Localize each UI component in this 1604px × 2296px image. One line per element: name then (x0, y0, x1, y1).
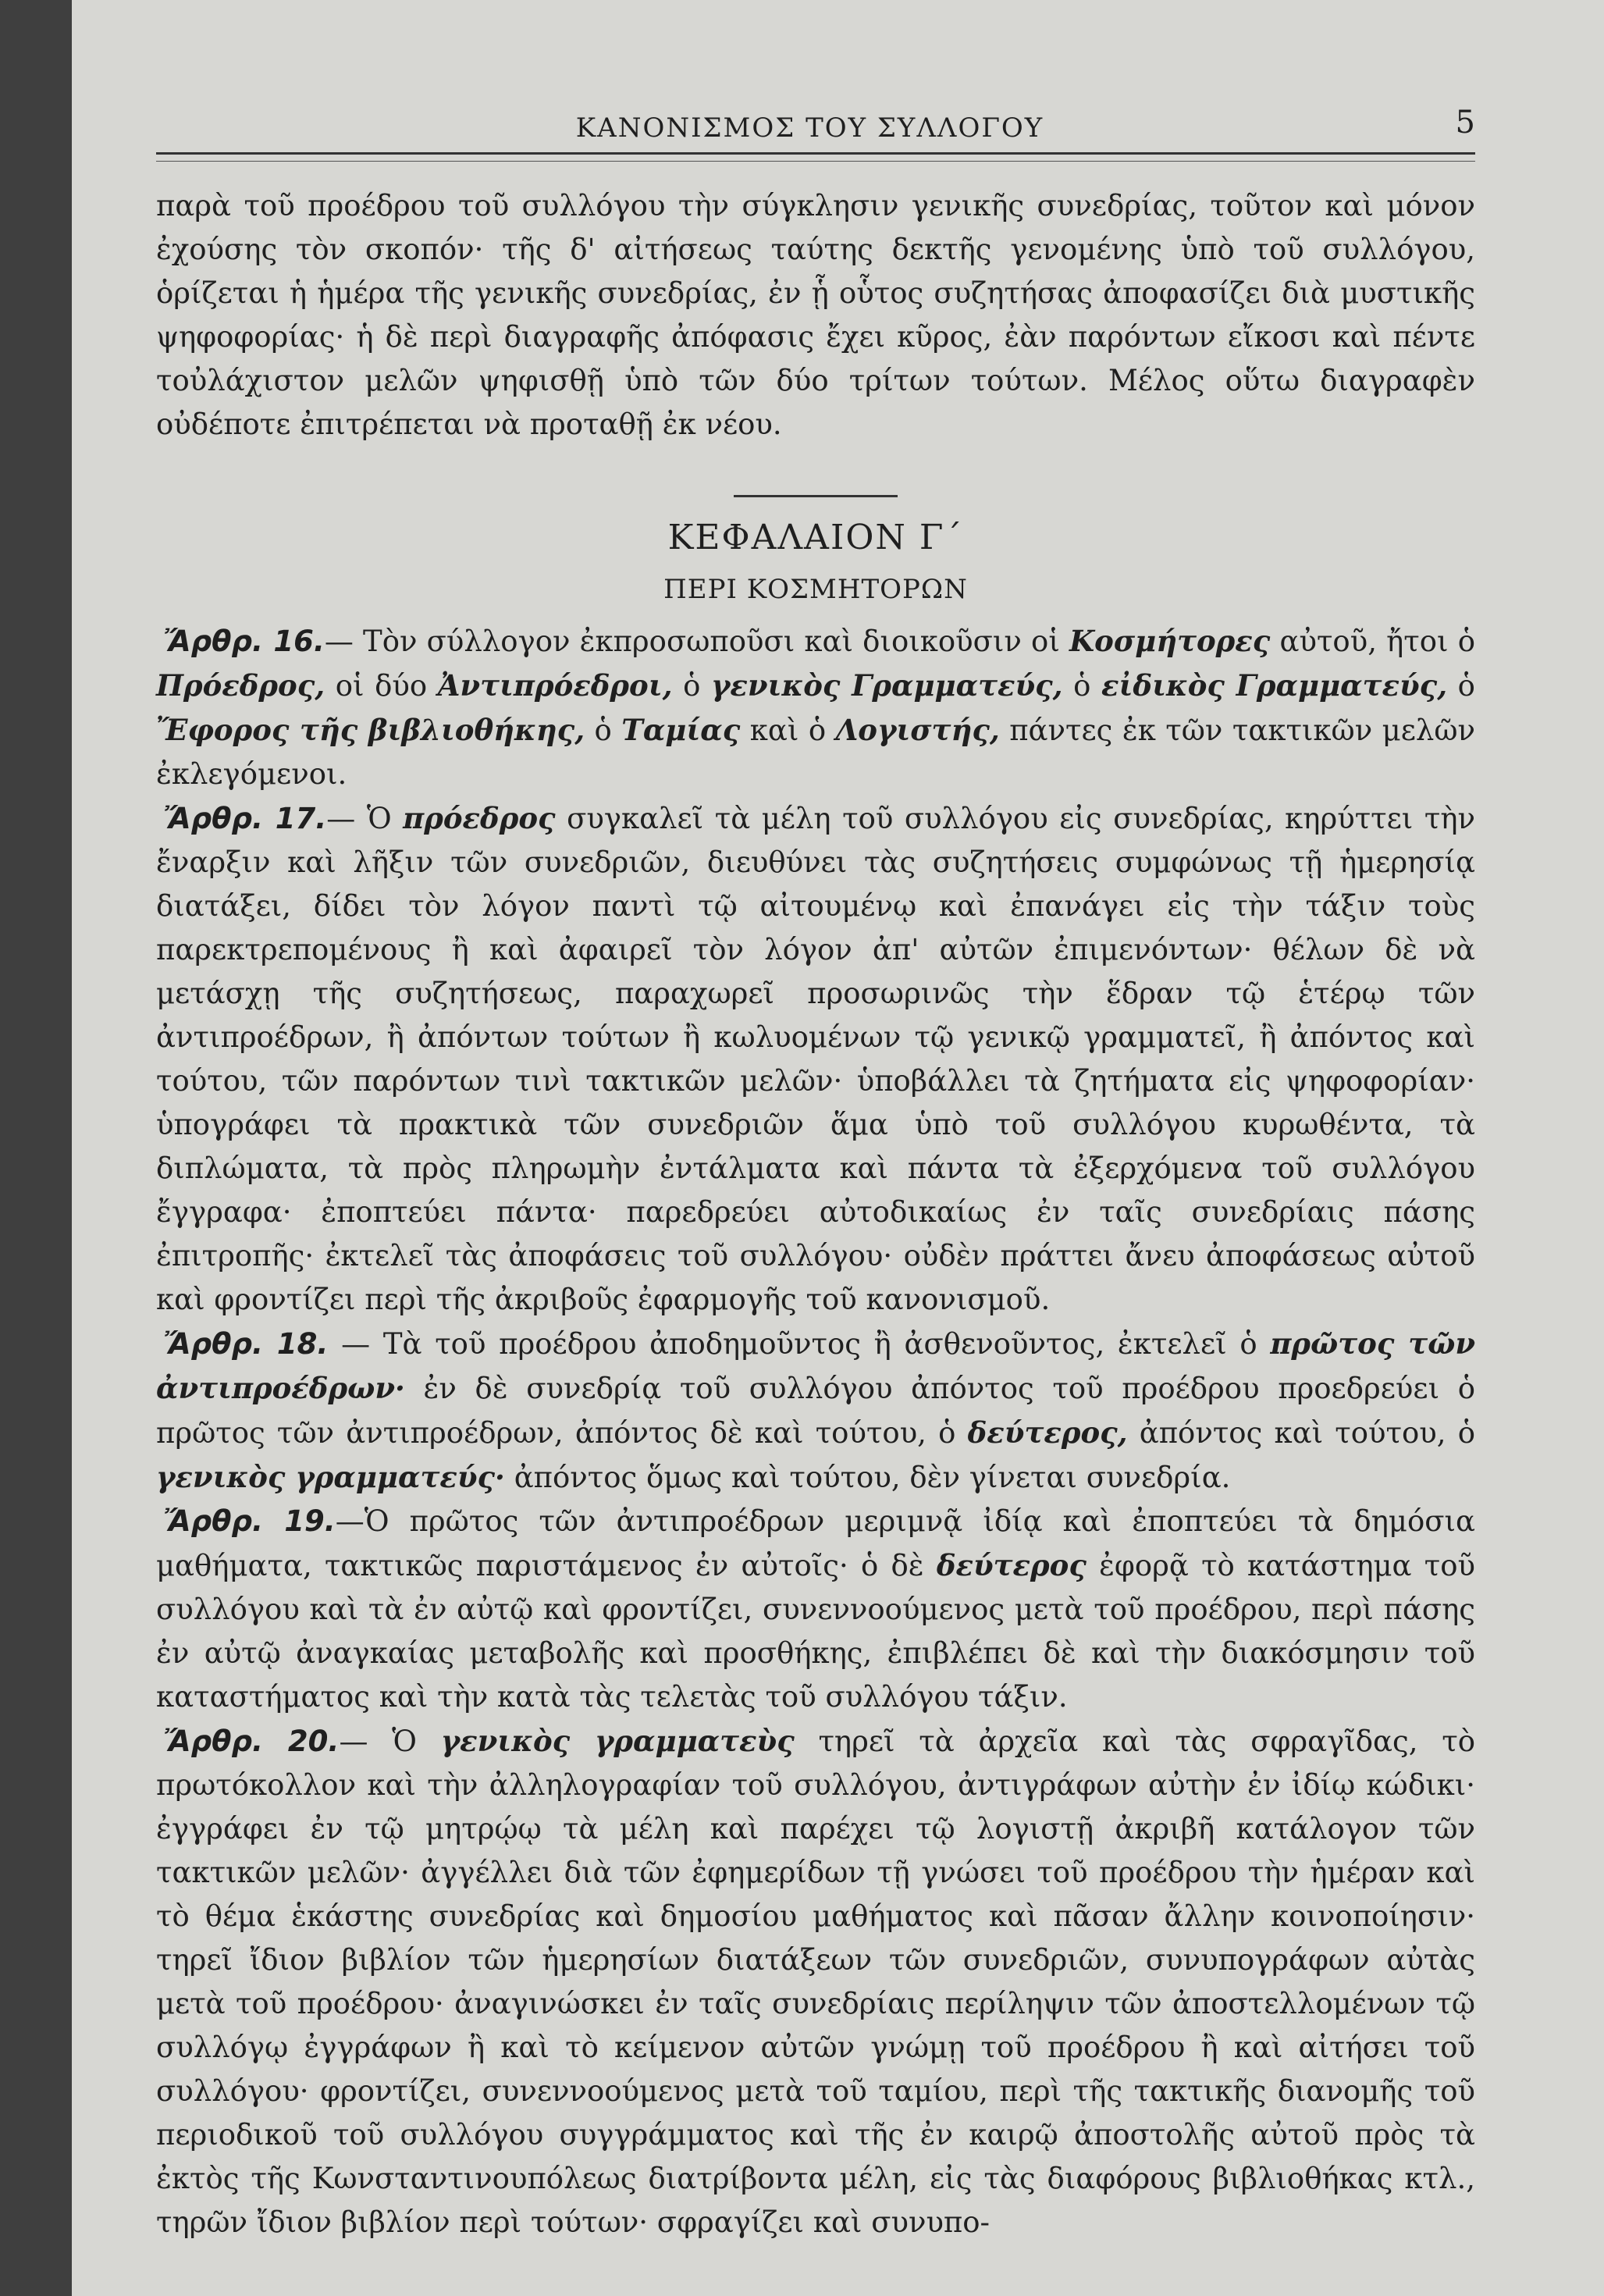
article-text: ἀπόντος καὶ τούτου, ὁ (1127, 1416, 1476, 1450)
article-text: ὁ (585, 714, 622, 747)
article-text: τηρεῖ τὰ ἀρχεῖα καὶ τὰς σφραγῖδας, τὸ πρωτόκολλον καὶ τὴν ἀλληλογραφίαν τοῦ συλλόγου, ἀντιγράφων αὐτὴν ἐν ἰδίῳ κώδικι· ἐγγράφει ἐν τῷ μητρῴῳ τὰ μέλη καὶ παρέχει τῷ λογιστῇ ἀκριβῆ κατάλογον τῶν τακτικῶν μελῶν· ἀγγέλλει διὰ τῶν ἐφημερίδων τῇ γνώσει τοῦ προέδρου τὴν ἡμέραν καὶ τὸ θέμα ἑκάστης συνεδρίας καὶ δημοσίου μαθήματος καὶ πᾶσαν ἄλλην κοινοποίησιν· τηρεῖ ἴδιον βιβλίον τῶν ἡμερησίων διατάξεων τῶν συνεδριῶν, συνυπογράφων αὐτὰς μετὰ τοῦ προέδρου· ἀναγινώσκει ἐν ταῖς συνεδρίαις περίληψιν τῶν ἀποστελλομένων τῷ συλλόγῳ ἐγγράφων ἢ καὶ τὸ κείμενον αὐτῶν γνώμῃ τοῦ προέδρου ἢ καὶ αἰτήσει τοῦ συλλόγου· φροντίζει, συνεννοούμενος μετὰ τοῦ ταμίου, περὶ τῆς τακτικῆς διανομῆς τοῦ περιοδικοῦ τοῦ συλλόγου συγγράμματος καὶ τῆς ἐν καιρῷ ἀποστολῆς αὐτοῦ πρὸς τὰ ἐκτὸς τῆς Κωνσταντινουπόλεως διατρίβοντα μέλη, εἰς τὰς διαφόρους βιβλιοθήκας κτλ., τηρῶν ἴδιον βιβλίον περὶ τούτων· σφραγίζει καὶ συνυπο- (156, 1725, 1475, 2239)
article-text: —Ὁ πρῶτος τῶν ἀντιπροέδρων μεριμνᾷ ἰδίᾳ καὶ ἐποπτεύει τὰ δημόσια μαθήματα, τακτικῶς παριστάμενος ἐν αὐτοῖς· ὁ δὲ (156, 1504, 1475, 1582)
article-label: Ἄρθρ. 16. (164, 625, 325, 658)
article-text: ὁ (1062, 669, 1102, 703)
article-text: ὁ (672, 669, 711, 703)
article-label: Ἄρθρ. 20. (164, 1725, 340, 1758)
article-term: δεύτερος (936, 1548, 1087, 1582)
article-text: — Τὰ τοῦ προέδρου ἀποδημοῦντος ἢ ἀσθενοῦντος, ἐκτελεῖ ὁ (328, 1327, 1271, 1361)
article-label: Ἄρθρ. 18. (164, 1327, 329, 1361)
section-divider (734, 495, 898, 497)
page-number: 5 (1455, 105, 1475, 141)
chapter-subtitle: ΠΕΡΙ ΚΟΣΜΗΤΟΡΩΝ (663, 574, 968, 605)
article-label: Ἄρθρ. 17. (164, 802, 327, 835)
article-text: οἱ δύο (325, 669, 438, 703)
article-18 (156, 1322, 1475, 1500)
article-19 (156, 1500, 1475, 1719)
article-text: ἐν δὲ συνεδρίᾳ τοῦ συλλόγου ἀπόντος τοῦ προέδρου προεδρεύει ὁ πρῶτος τῶν ἀντιπροέδρων, ἀπόντος δὲ καὶ τούτου, ὁ (156, 1372, 1475, 1450)
article-term: γενικὸς Γραμματεύς, (710, 668, 1063, 703)
article-20 (156, 1719, 1475, 2244)
article-text: αὐτοῦ, ἤτοι ὁ (1270, 625, 1475, 658)
article-16 (156, 619, 1475, 796)
chapter-title: ΚΕΦΑΛΑΙΟΝ Γ΄ (667, 518, 964, 557)
article-label: Ἄρθρ. 19. (164, 1504, 336, 1538)
article-term: Ἀντιπρόεδροι, (437, 668, 673, 703)
header-rule-thick (156, 152, 1475, 155)
article-text: — Ὁ (339, 1725, 441, 1758)
article-text: — Ὁ (326, 802, 404, 835)
article-term: Πρόεδρος, (156, 668, 325, 703)
article-text: καὶ ὁ (740, 714, 836, 747)
book-spine-shadow (0, 0, 72, 2296)
article-text: πάντες ἐκ τῶν τακτικῶν μελῶν ἐκλεγόμενοι. (156, 714, 1475, 791)
article-term: Κοσμήτορες (1069, 624, 1271, 658)
article-17 (156, 796, 1475, 1322)
article-term: Ταμίας (621, 713, 741, 747)
article-term: Ἔφορος τῆς βιβλιοθήκης, (156, 713, 585, 747)
article-text: ἀπόντος ὅμως καὶ τούτου, δὲν γίνεται συνεδρία. (504, 1461, 1231, 1494)
running-header (156, 103, 1475, 150)
article-text: ὁ (1447, 669, 1475, 703)
header-rule-thin (156, 161, 1475, 162)
article-text: ἐφορᾷ τὸ κατάστημα τοῦ συλλόγου καὶ τὰ ἐν αὐτῷ καὶ φροντίζει, συνεννοούμενος μετὰ τοῦ προέδρου, περὶ πάσης ἐν αὐτῷ ἀναγκαίας μεταβολῆς καὶ προσθήκης, ἐπιβλέπει δὲ καὶ τὴν διακόσμησιν τοῦ καταστήματος καὶ τὴν κατὰ τὰς τελετὰς τοῦ συλλόγου τάξιν. (156, 1549, 1476, 1714)
article-term: πρῶτος τῶν ἀντιπροέδρων· (156, 1326, 1475, 1405)
article-term: δεύτερος, (967, 1415, 1128, 1450)
article-text: συγκαλεῖ τὰ μέλη τοῦ συλλόγου εἰς συνεδρίας, κηρύττει τὴν ἔναρξιν καὶ λῆξιν τῶν συνεδριῶν, διευθύνει τὰς συζητήσεις συμφώνως τῇ ἡμερησίᾳ διατάξει, δίδει τὸν λόγον παντὶ τῷ αἰτουμένῳ καὶ ἐπανάγει εἰς τὴν τάξιν τοὺς παρεκτρεπομένους ἢ καὶ ἀφαιρεῖ τὸν λόγον ἀπ' αὐτῶν ἐπιμενόντων· θέλων δὲ νὰ μετάσχῃ τῆς συζητήσεως, παραχωρεῖ προσωρινῶς τὴν ἕδραν τῷ ἑτέρῳ τῶν ἀντιπροέδρων, ἢ ἀπόντων τούτων ἢ κωλυομένων τῷ γενικῷ γραμματεῖ, ἢ ἀπόντος καὶ τούτου, τῶν παρόντων τινὶ τακτικῶν μελῶν· ὑποβάλλει τὰ ζητήματα εἰς ψηφοφορίαν· ὑπογράφει τὰ πρακτικὰ τῶν συνεδριῶν ἅμα ὑπὸ τοῦ συλλόγου κυρωθέντα, τὰ διπλώματα, τὰ πρὸς πληρωμὴν ἐντάλματα καὶ πάντα τὰ ἐξερχόμενα τοῦ συλλόγου ἔγγραφα· ἐποπτεύει πάντα· παρεδρεύει αὐτοδικαίως ἐν ταῖς συνεδρίαις πάσης ἐπιτροπῆς· ἐκτελεῖ τὰς ἀποφάσεις τοῦ συλλόγου· οὐδὲν πράττει ἄνευ ἀποφάσεως αὐτοῦ καὶ φροντίζει περὶ τῆς ἀκριβοῦς ἐφαρμογῆς τοῦ κανονισμοῦ. (156, 802, 1475, 1316)
article-text: — Τὸν σύλλογον ἐκπροσωποῦσι καὶ διοικοῦσιν οἱ (324, 625, 1069, 658)
article-term: γενικὸς γραμματεύς· (156, 1460, 505, 1494)
article-term: εἰδικὸς Γραμματεύς, (1101, 668, 1448, 703)
article-term: γενικὸς γραμματεὺς (440, 1724, 795, 1758)
intro-paragraph: παρὰ τοῦ προέδρου τοῦ συλλόγου τὴν σύγκλησιν γενικῆς συνεδρίας, τοῦτον καὶ μόνον ἐχούσης τὸν σκοπόν· τῆς δ' αἰτήσεως ταύτης δεκτῆς γενομένης ὑπὸ τοῦ συλλόγου, ὁρίζεται ἡ ἡμέρα τῆς γενικῆς συνεδρίας, ἐν ᾗ οὗτος συζητήσας ἀποφασίζει διὰ μυστικῆς ψηφοφορίας· ἡ δὲ περὶ διαγραφῆς ἀπόφασις ἔχει κῦρος, ἐὰν παρόντων εἴκοσι καὶ πέντε τοὐλάχιστον μελῶν ψηφισθῇ ὑπὸ τῶν δύο τρίτων τούτων. Μέλος οὕτω διαγραφὲν οὐδέποτε ἐπιτρέπεται νὰ προταθῇ ἐκ νέου. (156, 189, 1475, 441)
article-term: πρόεδρος (403, 801, 556, 835)
body-text (156, 184, 1475, 2244)
article-term: Λογιστής, (835, 713, 1000, 747)
running-title: ΚΑΝΟΝΙΣΜΟΣ ΤΟΥ ΣΥΛΛΟΓΟΥ (575, 112, 1044, 144)
